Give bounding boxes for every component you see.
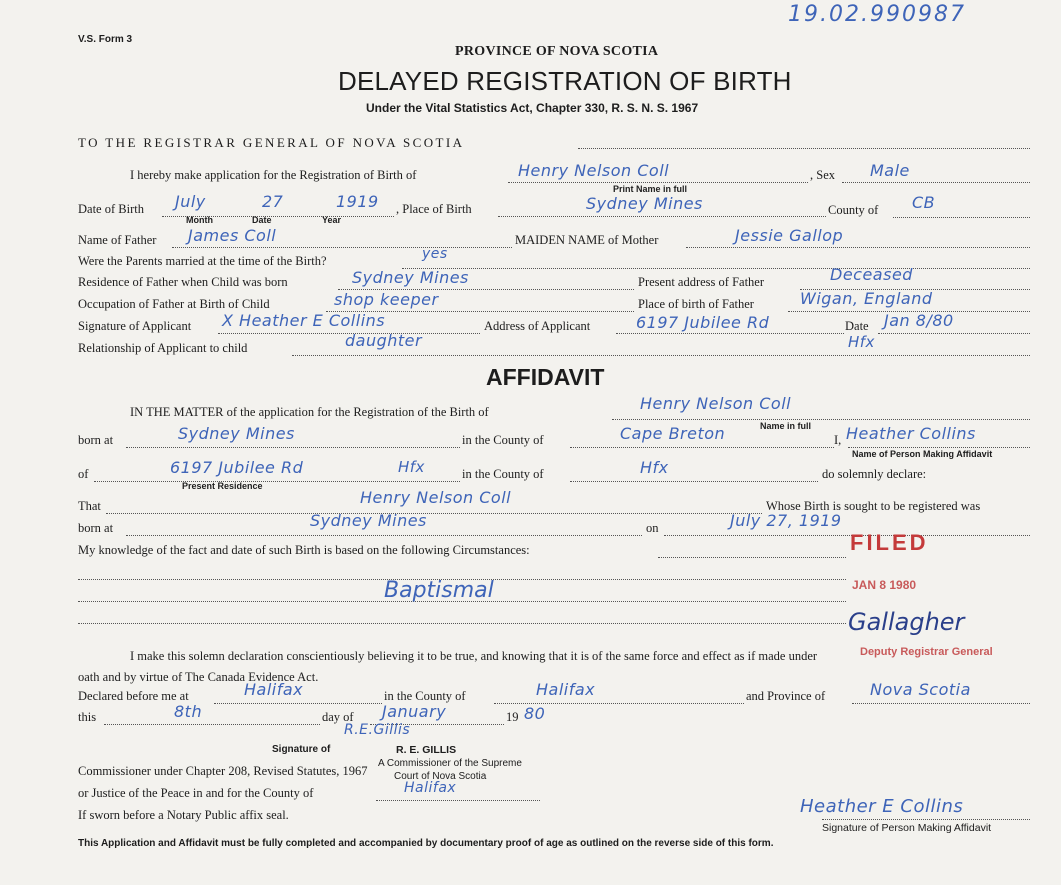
- justice-county-value: Halifax: [404, 780, 457, 796]
- applicant-signature: X Heather E Collins: [222, 311, 386, 330]
- applicant-address-label: Address of Applicant: [484, 319, 591, 333]
- commissioner-name: R. E. GILLIS: [396, 744, 457, 756]
- father-label: Name of Father: [78, 233, 157, 247]
- father-value: James Coll: [188, 226, 277, 245]
- declare-label: do solemnly declare:: [822, 467, 927, 481]
- affiant-signature: Heather E Collins: [800, 796, 964, 817]
- print-name-note: Print Name in full: [613, 184, 688, 194]
- place-label: , Place of Birth: [396, 202, 472, 216]
- footer-note: This Application and Affidavit must be fully completed and accompanied by documentary proof of age as outlined on the reverse side of this form.: [78, 838, 774, 849]
- affiant-residence-city: Hfx: [398, 458, 425, 476]
- residence-value: Sydney Mines: [352, 268, 469, 287]
- sex-value: Male: [870, 161, 910, 180]
- page-subtitle: Under the Vital Statistics Act, Chapter 330, R. S. N. S. 1967: [366, 101, 699, 115]
- affiant-name-value: Heather Collins: [846, 424, 976, 443]
- applicant-address-value: 6197 Jubilee Rd: [636, 313, 770, 332]
- declared-at-value: Halifax: [244, 680, 304, 699]
- circumstance-value: Baptismal: [384, 578, 494, 603]
- month-value: January: [382, 702, 447, 721]
- matter-label: IN THE MATTER of the application for the Registration of the Birth of: [130, 405, 489, 419]
- born-at-value-2: Sydney Mines: [310, 511, 427, 530]
- commissioner-signature: R.E.Gillis: [344, 722, 411, 738]
- registrar-signature: Gallagher: [848, 608, 965, 636]
- file-number: 19.02.990987: [788, 2, 966, 27]
- addressee: TO THE REGISTRAR GENERAL OF NOVA SCOTIA: [78, 135, 465, 150]
- this-label: this: [78, 710, 97, 724]
- present-address-value: Deceased: [830, 265, 913, 284]
- present-residence-note: Present Residence: [182, 481, 263, 491]
- justice-line: or Justice of the Peace in and for the County of: [78, 786, 314, 800]
- sex-label: , Sex: [810, 168, 835, 182]
- married-value: yes: [422, 246, 448, 262]
- dob-month-value: July: [175, 192, 206, 211]
- matter-name-value: Henry Nelson Coll: [640, 394, 792, 413]
- present-address-label: Present address of Father: [638, 275, 765, 289]
- declared-at-label: Declared before me at: [78, 689, 189, 703]
- residence-label: Residence of Father when Child was born: [78, 275, 288, 289]
- signature-label: Signature of Applicant: [78, 319, 192, 333]
- father-birthplace-value: Wigan, England: [800, 289, 933, 308]
- occupation-value: shop keeper: [334, 290, 439, 309]
- year-suffix-value: 80: [524, 704, 546, 723]
- commissioner-title-1: A Commissioner of the Supreme: [378, 758, 522, 769]
- father-birthplace-label: Place of birth of Father: [638, 297, 754, 311]
- day-of-label: day of: [322, 710, 354, 724]
- i-label: I,: [834, 433, 842, 447]
- year-label: Year: [322, 215, 342, 225]
- month-label: Month: [186, 215, 213, 225]
- place-value: Sydney Mines: [586, 194, 703, 213]
- in-county-label: in the County of: [462, 433, 544, 447]
- solemn-label: I make this solemn declaration conscientiously believing it to be true, and knowing that it is of the same force and effect as if made under: [130, 649, 818, 663]
- notary-line: If sworn before a Notary Public affix seal.: [78, 808, 289, 822]
- relationship-value: daughter: [345, 331, 423, 350]
- that-label: That: [78, 499, 101, 513]
- in-county-label-2: in the County of: [462, 467, 544, 481]
- date-label-2: Date: [845, 319, 869, 333]
- year-prefix: 19: [506, 710, 519, 724]
- province-heading: PROVINCE OF NOVA SCOTIA: [455, 44, 659, 59]
- knowledge-label: My knowledge of the fact and date of such Birth is based on the following Circumstances:: [78, 543, 530, 557]
- affiant-note: Name of Person Making Affidavit: [852, 449, 993, 459]
- married-label: Were the Parents married at the time of the Birth?: [78, 254, 327, 268]
- commissioner-line: Commissioner under Chapter 208, Revised Statutes, 1967: [78, 764, 368, 778]
- of-label: of: [78, 467, 89, 481]
- solemn-label-2: oath and by virtue of The Canada Evidence Act.: [78, 670, 319, 684]
- in-county-label-3: in the County of: [384, 689, 466, 703]
- mother-value: Jessie Gallop: [735, 226, 844, 245]
- filed-stamp: FILED: [850, 530, 929, 555]
- declared-county-value: Halifax: [536, 680, 596, 699]
- affiant-residence-value: 6197 Jubilee Rd: [170, 458, 304, 477]
- day-value: 8th: [174, 702, 203, 721]
- declared-province-value: Nova Scotia: [870, 680, 971, 699]
- intro-label: I hereby make application for the Registration of Birth of: [130, 168, 417, 182]
- affiant-signature-label: Signature of Person Making Affidavit: [822, 822, 992, 834]
- born-at-label-2: born at: [78, 521, 114, 535]
- commissioner-title-2: Court of Nova Scotia: [394, 771, 487, 782]
- that-name-value: Henry Nelson Coll: [360, 488, 512, 507]
- county-value: CB: [912, 193, 936, 212]
- affiant-county-value: Hfx: [640, 458, 669, 477]
- form-id: V.S. Form 3: [78, 34, 133, 45]
- page-title: DELAYED REGISTRATION OF BIRTH: [338, 66, 792, 96]
- affidavit-title: AFFIDAVIT: [486, 364, 605, 390]
- relationship-label: Relationship of Applicant to child: [78, 341, 248, 355]
- registrar-role: Deputy Registrar General: [860, 646, 993, 658]
- mother-label: MAIDEN NAME of Mother: [515, 233, 659, 247]
- date-label: Date: [252, 215, 272, 225]
- dob-year-value: 1919: [336, 192, 379, 211]
- on-label: on: [646, 521, 659, 535]
- applicant-address-city: Hfx: [848, 333, 875, 351]
- born-at-value: Sydney Mines: [178, 424, 295, 443]
- affidavit-county-value: Cape Breton: [620, 424, 726, 443]
- county-label: County of: [828, 203, 879, 217]
- signature-of-label: Signature of: [272, 744, 331, 755]
- application-date-value: Jan 8/80: [884, 311, 954, 330]
- stamp-date: JAN 8 1980: [852, 578, 917, 592]
- dob-day-value: 27: [262, 192, 284, 211]
- whose-birth-label: Whose Birth is sought to be registered was: [766, 499, 981, 513]
- province-label: and Province of: [746, 689, 826, 703]
- name-full-note: Name in full: [760, 421, 812, 431]
- on-date-value: July 27, 1919: [730, 511, 842, 530]
- dob-label: Date of Birth: [78, 202, 144, 216]
- occupation-label: Occupation of Father at Birth of Child: [78, 297, 270, 311]
- child-name-value: Henry Nelson Coll: [518, 161, 670, 180]
- born-at-label: born at: [78, 433, 114, 447]
